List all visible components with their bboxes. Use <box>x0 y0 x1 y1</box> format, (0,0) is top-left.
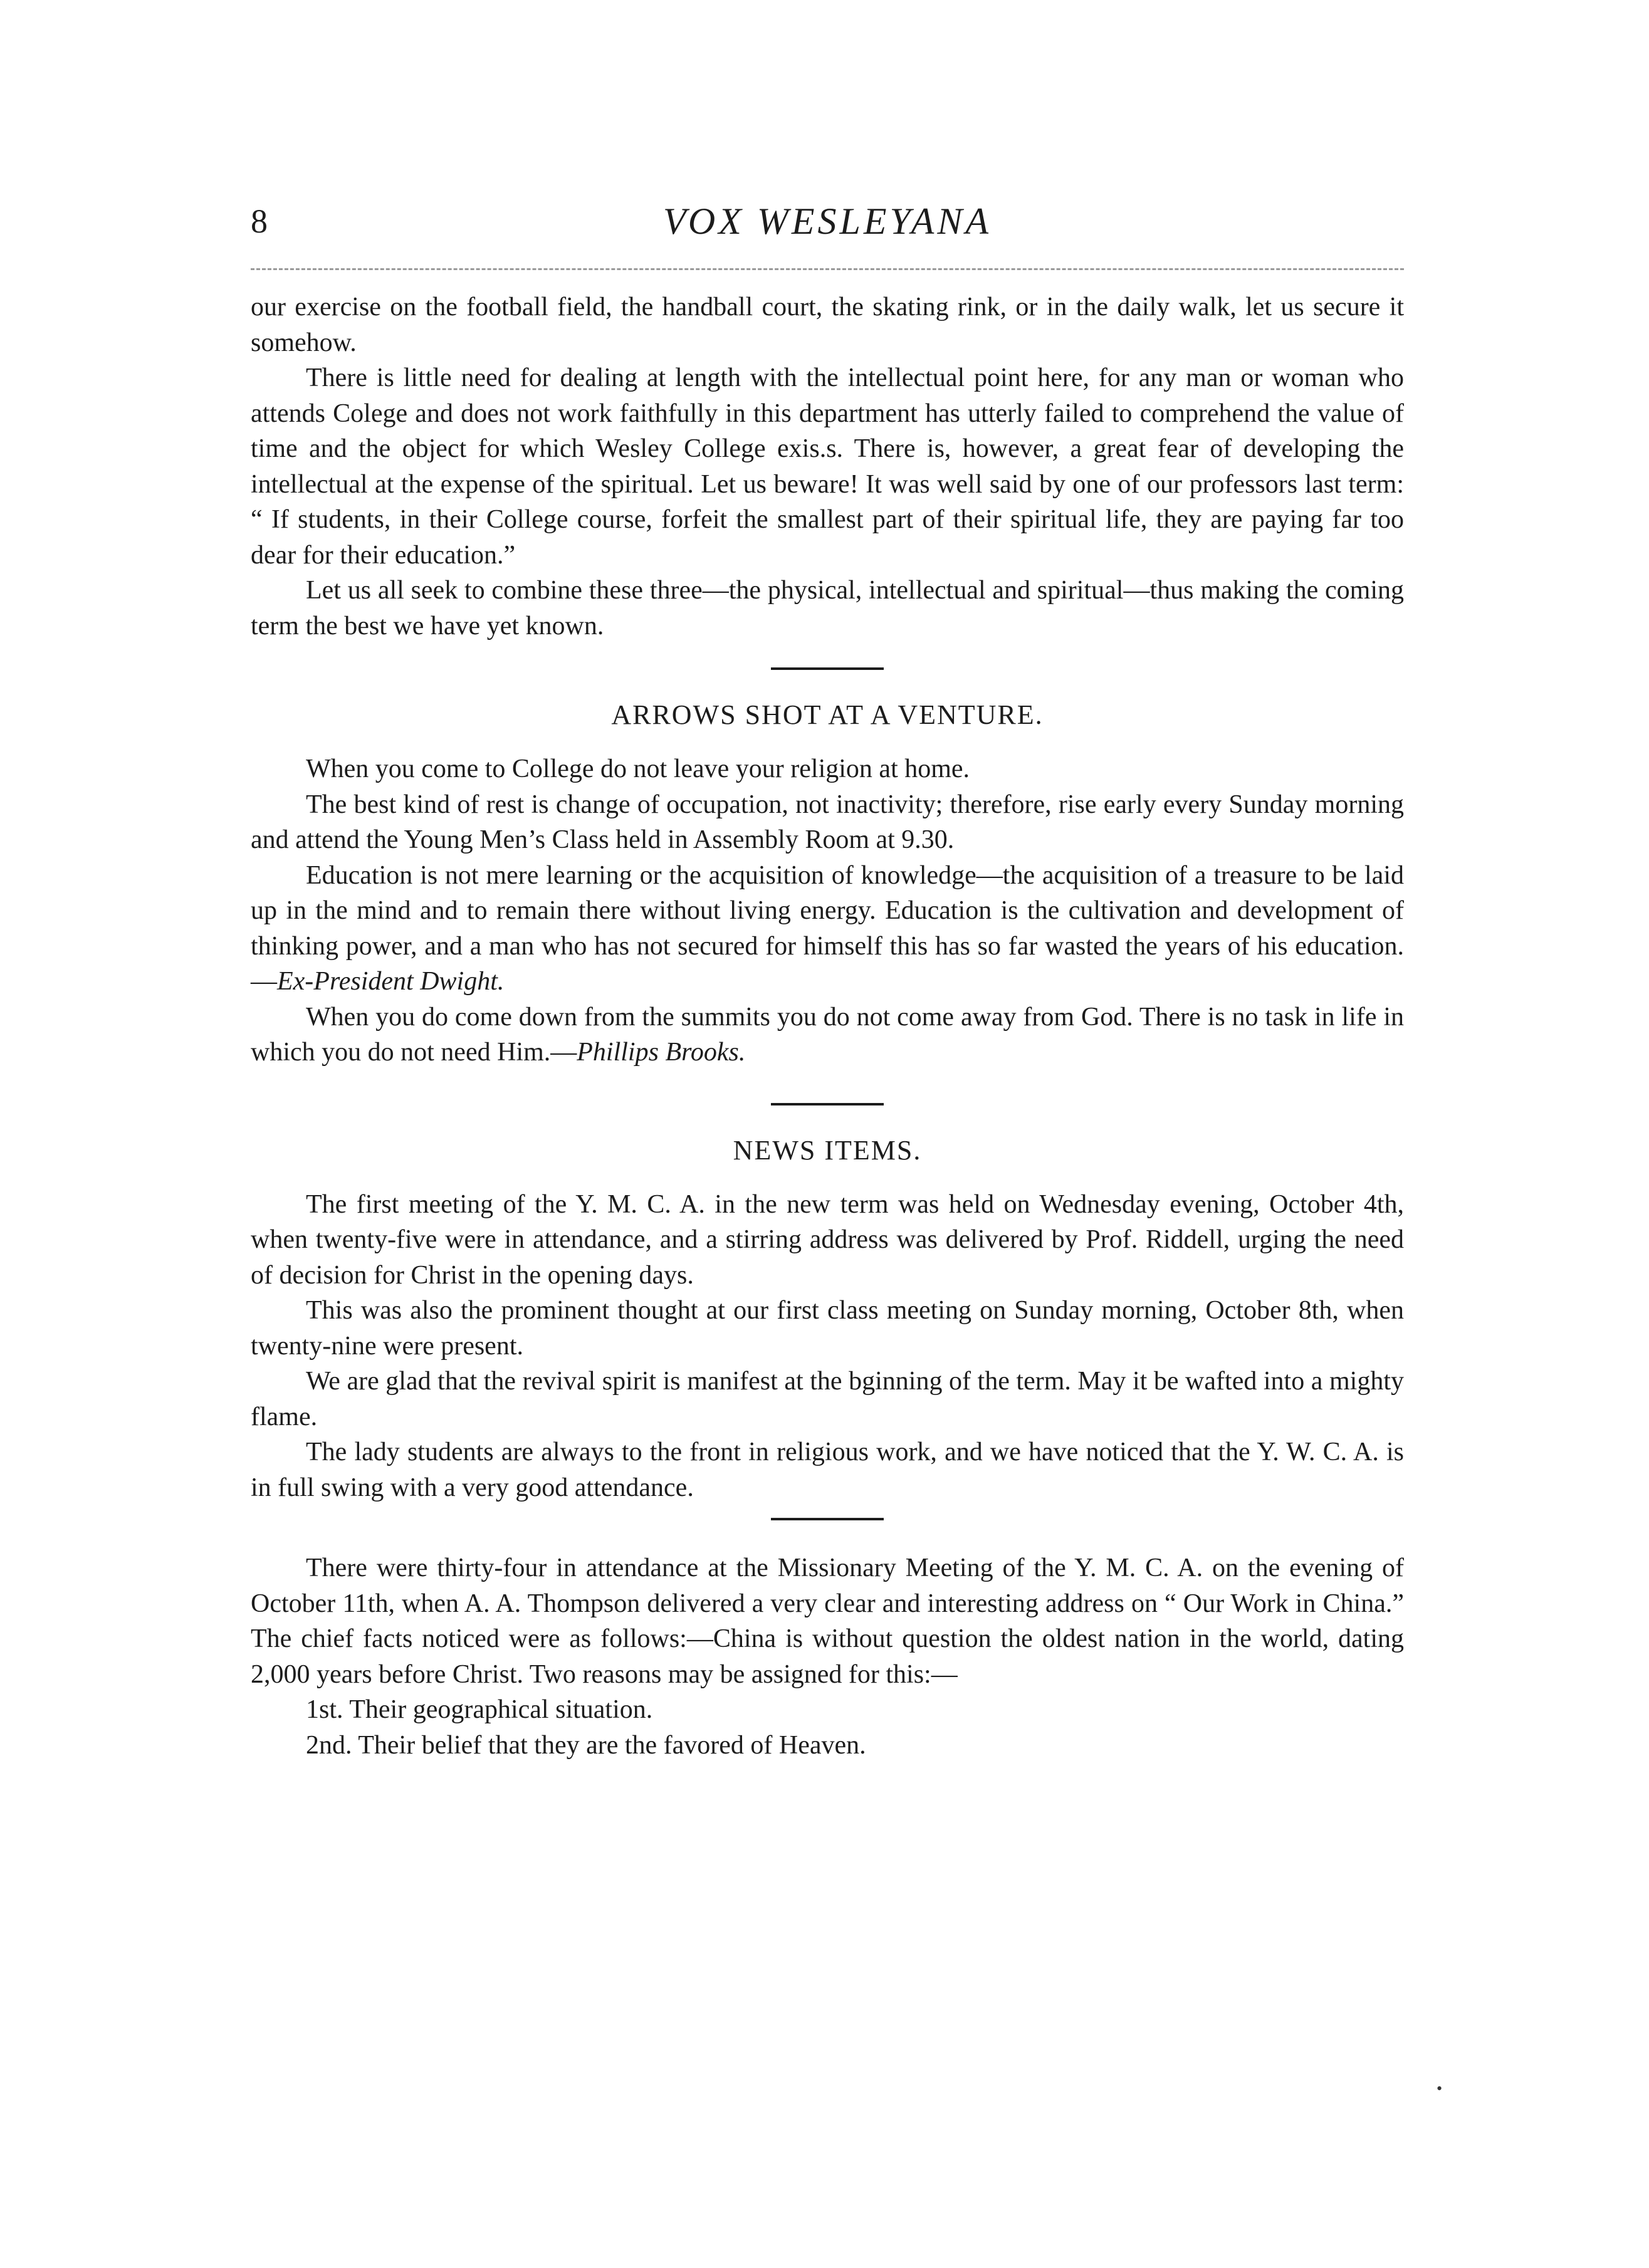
intro-paragraph-2: There is little need for dealing at length with the intellectual point here, for any man or woman who attends Colege and does not work faithfully in this department has utterly failed to comprehend the value of time and the object for which Wesley College exis.s. There is, however, a great fear of developing the intellectual at the expense of the spiritual. Let us beware! It was well said by one of our professors last term: “ If students, in their College course, forfeit the smallest part of their spiritual life, they are paying far too dear for their education.” <box>251 363 1404 570</box>
section-divider <box>771 1518 884 1520</box>
page-header <box>251 199 1404 249</box>
list-item: 1st. Their geographical situation. <box>306 1695 653 1724</box>
news-paragraph-5: There were thirty-four in attendance at the Missionary Meeting of the Y. M. C. A. on the evening of October 11th, when A. A. Thompson delivered a very clear and interesting address on “ Our Work in China.” The chief facts noticed were as follows:—China is without question the oldest nation in the world, dating 2,000 years before Christ. Two reasons may be assigned for this:— <box>251 1554 1404 1689</box>
attribution-dwight: Ex-President Dwight. <box>277 967 505 996</box>
news-paragraph-1: The first meeting of the Y. M. C. A. in the new term was held on Wednesday evening, October 4th, when twenty-five were in attendance, and a stirring address was delivered by Prof. Riddell, urging the need of decision for Christ in the opening days. <box>251 1189 1404 1290</box>
news-heading: NEWS ITEMS. <box>733 1134 922 1166</box>
arrows-paragraph-2: The best kind of rest is change of occupation, not inactivity; therefore, rise early every Sunday morning and attend the Young Men’s Class held in Assembly Room at 9.30. <box>251 790 1404 854</box>
arrows-paragraph-3-text: Education is not mere learning or the acquisition of knowledge—the acquisition of a treasure to be laid up in the mind and to remain there without living energy. Education is the cultivation and development of thinking power, and a man who has not secured for himself this has so far wasted the years of his education.— <box>251 860 1404 996</box>
arrows-paragraph-1: When you come to College do not leave your religion at home. <box>306 755 970 783</box>
section-divider <box>771 1103 884 1105</box>
header-rule <box>251 268 1404 270</box>
arrows-paragraph-3 <box>251 858 1404 1000</box>
arrows-paragraph-4-text: When you do come down from the summits you do not come away from God. There is no task in life in which you do not need Him.— <box>251 1002 1404 1067</box>
page-number: 8 <box>251 202 268 240</box>
intro-paragraph-1: our exercise on the football field, the handball court, the skating rink, or in the daily walk, let us secure it somehow. <box>251 293 1404 357</box>
ink-speck: • <box>1437 2079 1443 2098</box>
arrows-heading: ARROWS SHOT AT A VENTURE. <box>611 699 1044 730</box>
news-paragraph-3: We are glad that the revival spirit is manifest at the bginning of the term. May it be wafted into a mighty flame. <box>251 1367 1404 1431</box>
news-paragraph-2: This was also the prominent thought at our first class meeting on Sunday morning, October 8th, when twenty-nine were present. <box>251 1296 1404 1361</box>
article-body <box>251 290 1404 1763</box>
attribution-brooks: Phillips Brooks. <box>577 1038 746 1067</box>
journal-title: VOX WESLEYANA <box>663 201 992 242</box>
list-item: 2nd. Their belief that they are the favored of Heaven. <box>306 1730 866 1760</box>
intro-paragraph-3: Let us all seek to combine these three—the physical, intellectual and spiritual—thus making the coming term the best we have yet known. <box>251 576 1404 640</box>
arrows-paragraph-4 <box>251 1000 1404 1070</box>
section-divider <box>771 667 884 670</box>
news-paragraph-4: The lady students are always to the front in religious work, and we have noticed that the Y. W. C. A. is in full swing with a very good attendance. <box>251 1438 1404 1502</box>
